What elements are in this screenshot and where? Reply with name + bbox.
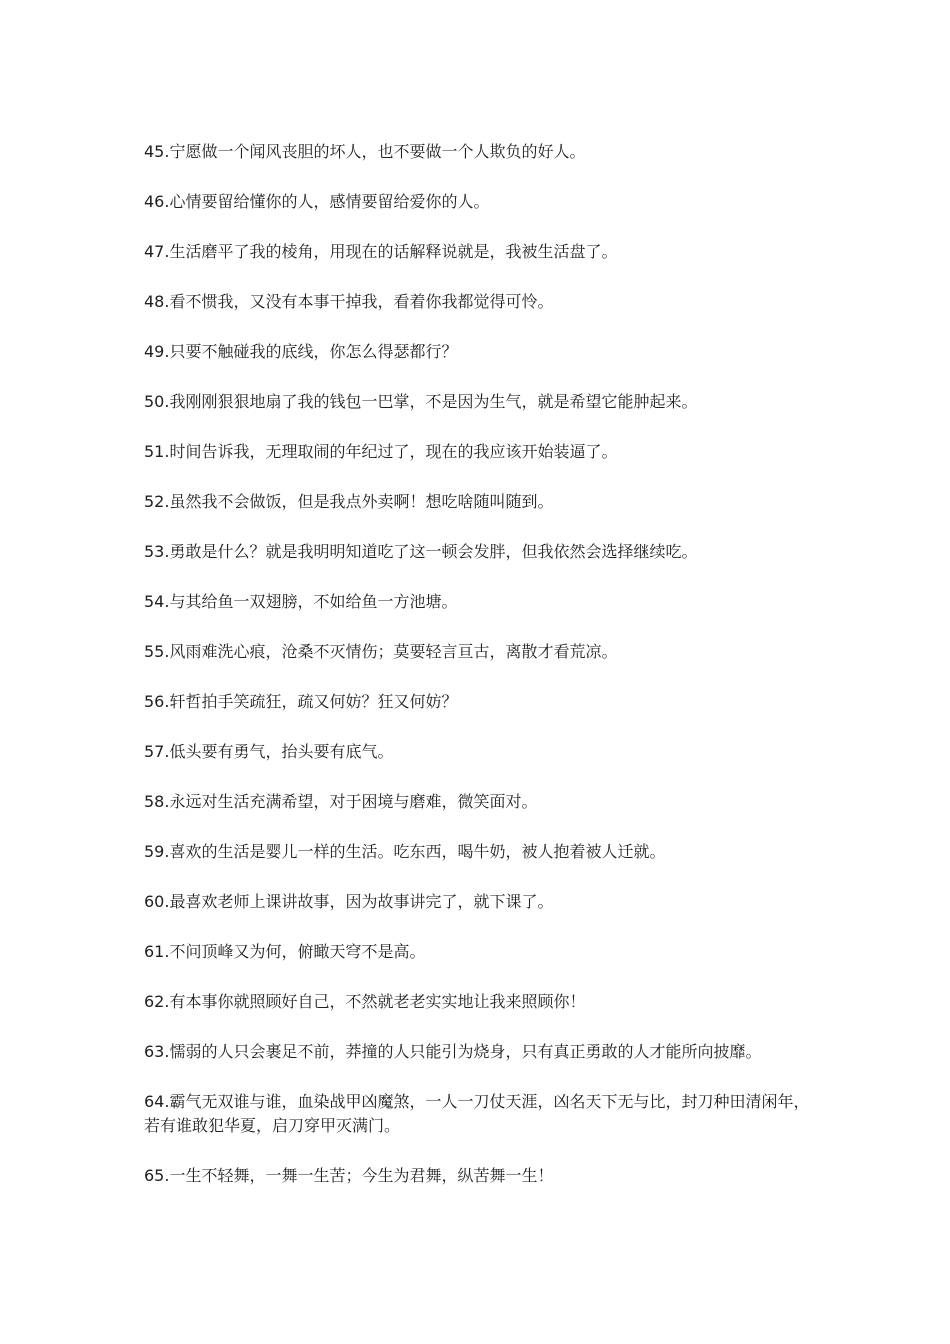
quote-item: 65.一生不轻舞，一舞一生苦；今生为君舞，纵苦舞一生！ xyxy=(144,1166,554,1185)
quote-item: 45.宁愿做一个闻风丧胆的坏人，也不要做一个人欺负的好人。 xyxy=(144,142,586,161)
quote-item: 53.勇敢是什么？就是我明明知道吃了这一顿会发胖，但我依然会选择继续吃。 xyxy=(144,542,698,561)
quote-item: 64.霸气无双谁与谁，血染战甲凶魔煞，一人一刀仗天涯，凶名天下无与比，封刀种田清闲年，若有谁敢犯华夏，启刀穿甲灭满门。 xyxy=(144,1092,810,1135)
quote-item: 47.生活磨平了我的棱角，用现在的话解释说就是，我被生活盘了。 xyxy=(144,242,618,261)
quote-item: 52.虽然我不会做饭，但是我点外卖啊！想吃啥随叫随到。 xyxy=(144,492,554,511)
quote-item: 58.永远对生活充满希望，对于困境与磨难，微笑面对。 xyxy=(144,792,538,811)
quote-item: 60.最喜欢老师上课讲故事，因为故事讲完了，就下课了。 xyxy=(144,892,554,911)
quote-item: 48.看不惯我，又没有本事干掉我，看着你我都觉得可怜。 xyxy=(144,292,554,311)
quote-item: 55.风雨难洗心痕，沧桑不灭情伤；莫要轻言亘古，离散才看荒凉。 xyxy=(144,642,618,661)
quote-item: 63.懦弱的人只会裹足不前，莽撞的人只能引为烧身，只有真正勇敢的人才能所向披靡。 xyxy=(144,1042,762,1061)
quote-item: 49.只要不触碰我的底线，你怎么得瑟都行？ xyxy=(144,342,458,361)
quote-list xyxy=(144,140,814,1214)
quote-item: 54.与其给鱼一双翅膀，不如给鱼一方池塘。 xyxy=(144,592,458,611)
quote-item: 50.我刚刚狠狠地扇了我的钱包一巴掌，不是因为生气，就是希望它能肿起来。 xyxy=(144,392,698,411)
quote-item: 57.低头要有勇气，抬头要有底气。 xyxy=(144,742,394,761)
quote-item: 46.心情要留给懂你的人，感情要留给爱你的人。 xyxy=(144,192,490,211)
quote-item: 51.时间告诉我，无理取闹的年纪过了，现在的我应该开始装逼了。 xyxy=(144,442,618,461)
quote-item: 62.有本事你就照顾好自己，不然就老老实实地让我来照顾你！ xyxy=(144,992,586,1011)
quote-item: 61.不问顶峰又为何，俯瞰天穹不是高。 xyxy=(144,942,426,961)
quote-item: 59.喜欢的生活是婴儿一样的生活。吃东西，喝牛奶，被人抱着被人迁就。 xyxy=(144,842,666,861)
quote-item: 56.轩哲拍手笑疏狂，疏又何妨？狂又何妨？ xyxy=(144,692,458,711)
